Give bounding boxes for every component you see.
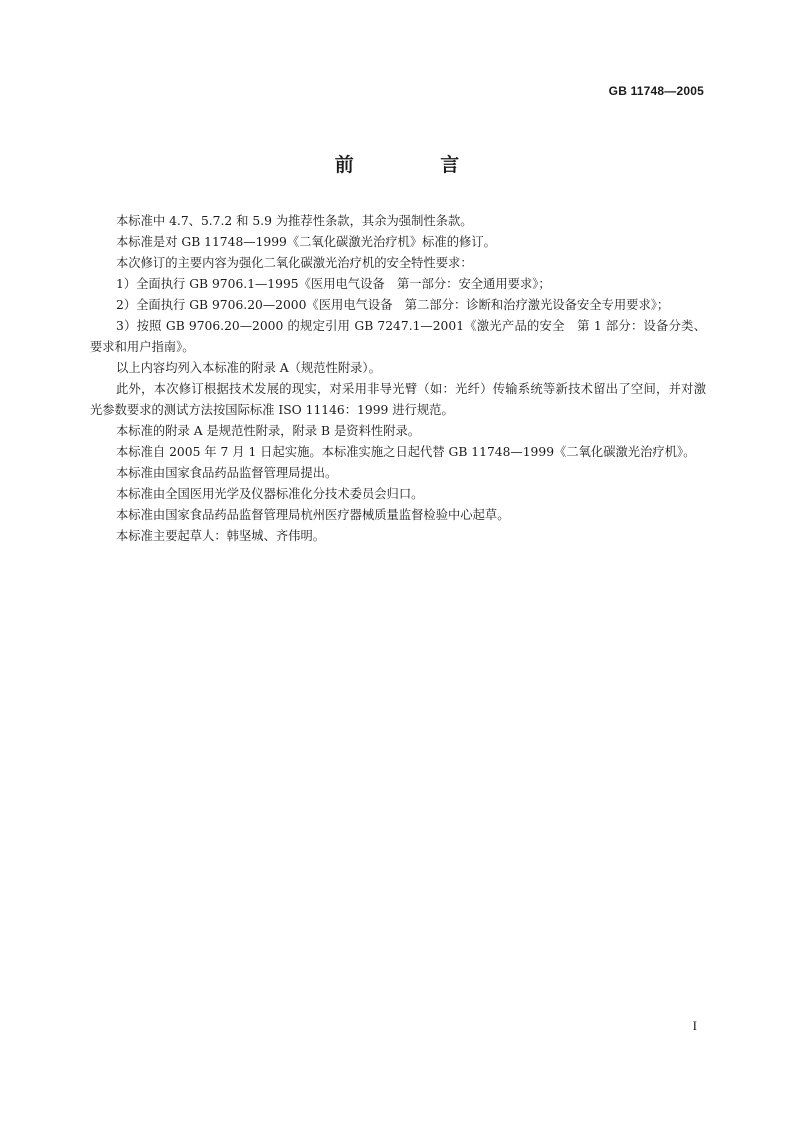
paragraph-drafted-by: 本标准由国家食品药品监督管理局杭州医疗器械质量监督检验中心起草。 bbox=[116, 508, 510, 522]
paragraph-technology-development: 此外，本次修订根据技术发展的现实，对采用非导光臂（如：光纤）传输系统等新技术留出了空间，并对激光参数要求的测试方法按国际标准 ISO 11146：1999 进行规范。 bbox=[90, 382, 706, 417]
paragraph-proposed-by: 本标准由国家食品药品监督管理局提出。 bbox=[116, 466, 338, 480]
paragraph-annex-types: 本标准的附录 A 是规范性附录，附录 B 是资料性附录。 bbox=[116, 424, 421, 438]
paragraph-under-jurisdiction: 本标准由全国医用光学及仪器标准化分技术委员会归口。 bbox=[116, 487, 424, 501]
standard-code: GB 11748—2005 bbox=[608, 84, 704, 98]
paragraph-annex-a-listing: 以上内容均列入本标准的附录 A（规范性附录）。 bbox=[116, 361, 381, 375]
paragraph-main-drafters: 本标准主要起草人：韩坚城、齐伟明。 bbox=[116, 529, 326, 543]
paragraph-effective-date: 本标准自 2005 年 7 月 1 日起实施。本标准实施之日起代替 GB 11748—1999《二氧化碳激光治疗机》。 bbox=[116, 445, 696, 459]
paragraph-revision-of: 本标准是对 GB 11748—1999《二氧化碳激光治疗机》标准的修订。 bbox=[116, 235, 496, 249]
paragraph-item-2: 2）全面执行 GB 9706.20—2000《医用电气设备 第二部分：诊断和治疗激光设备安全专用要求》； bbox=[116, 298, 670, 312]
foreword-body bbox=[90, 211, 706, 547]
paragraph-item-3: 3）按照 GB 9706.20—2000 的规定引用 GB 7247.1—2001《激光产品的安全 第 1 部分：设备分类、要求和用户指南》。 bbox=[90, 319, 706, 354]
page-title: 前 言 bbox=[334, 154, 500, 176]
paragraph-revision-content: 本次修订的主要内容为强化二氧化碳激光治疗机的安全特性要求： bbox=[116, 256, 473, 270]
page-number: I bbox=[692, 1018, 697, 1033]
paragraph-item-1: 1）全面执行 GB 9706.1—1995《医用电气设备 第一部分：安全通用要求》； bbox=[116, 277, 551, 291]
paragraph-recommended-clauses: 本标准中 4.7、5.7.2 和 5.9 为推荐性条款，其余为强制性条款。 bbox=[116, 214, 473, 228]
